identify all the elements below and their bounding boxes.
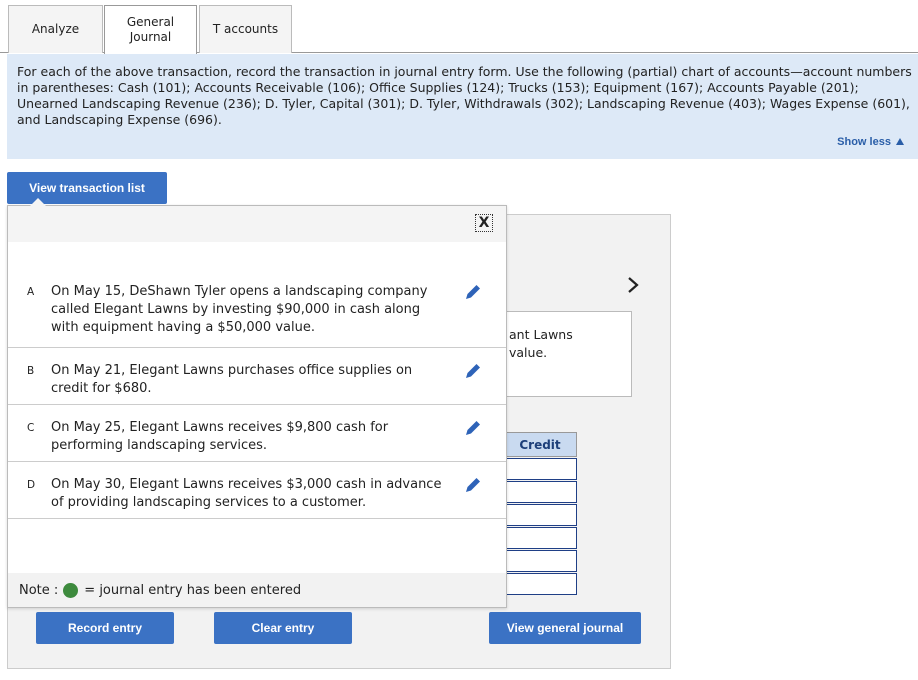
transaction-item-d[interactable] xyxy=(8,462,506,519)
view-general-journal-label: View general journal xyxy=(506,621,624,635)
tab-general-journal[interactable] xyxy=(104,5,197,54)
tab-analyze-label: Analyze xyxy=(31,22,80,36)
transaction-text: On May 21, Elegant Lawns purchases office supplies on credit for $680. xyxy=(51,363,413,396)
triangle-up-icon xyxy=(896,138,904,145)
note-label: Note : xyxy=(19,582,59,598)
transaction-letter: A xyxy=(27,286,35,298)
note-text: = journal entry has been entered xyxy=(84,582,302,598)
tab-analyze[interactable] xyxy=(8,5,103,53)
transaction-description-box xyxy=(498,311,632,397)
show-less-link[interactable] xyxy=(837,134,904,150)
tab-general-journal-label xyxy=(127,15,174,45)
tab-t-accounts[interactable] xyxy=(199,5,292,53)
record-entry-button[interactable] xyxy=(36,612,174,644)
transaction-text: On May 30, Elegant Lawns receives $3,000 cash in advance of providing landscaping services to a customer. xyxy=(51,477,442,510)
transaction-description-line1: ant Lawns xyxy=(509,327,573,342)
tab-general-journal-line2: Journal xyxy=(129,30,172,44)
tab-bar xyxy=(0,0,918,54)
transaction-description-line2: value. xyxy=(509,345,548,360)
tab-general-journal-line1: General xyxy=(126,15,175,29)
instructions-text: For each of the above transaction, record the transaction in journal entry form. Use the following (partial) chart of accounts—account numbers in parentheses: Cash (101); Accounts Receivable (106); Office Supplies (124); Trucks (153); Equipment (167); Accounts Payable (201); Unearned Landscaping Revenue (236); D. Tyler, Capital (301); D. Tyler, Withdrawals (302); Landscaping Revenue (403); Wages Expense (601), and Landscaping Expense (696). xyxy=(17,64,912,127)
credit-column-header: Credit xyxy=(503,432,577,457)
pencil-icon[interactable] xyxy=(463,475,483,495)
view-transaction-list-label: View transaction list xyxy=(29,181,145,195)
transaction-letter: C xyxy=(27,422,35,434)
transaction-item-b[interactable] xyxy=(8,348,506,405)
transaction-text: On May 15, DeShawn Tyler opens a landscaping company called Elegant Lawns by investing $90,000 in cash along with equipment having a $50,000 value. xyxy=(51,284,428,335)
tab-t-accounts-label: T accounts xyxy=(212,22,279,36)
credit-input[interactable] xyxy=(503,527,577,549)
credit-input[interactable] xyxy=(503,504,577,526)
pencil-icon[interactable] xyxy=(463,361,483,381)
instructions-panel xyxy=(7,54,918,159)
transaction-text: On May 25, Elegant Lawns receives $9,800 cash for performing landscaping services. xyxy=(51,420,389,453)
record-entry-label: Record entry xyxy=(67,621,143,635)
transaction-list-popup xyxy=(7,205,507,608)
transaction-letter: B xyxy=(27,365,35,377)
popup-header xyxy=(8,206,506,242)
transaction-divider xyxy=(8,518,506,519)
clear-entry-button[interactable] xyxy=(214,612,352,644)
credit-input[interactable] xyxy=(503,573,577,595)
transaction-item-a[interactable] xyxy=(8,266,506,348)
clear-entry-label: Clear entry xyxy=(251,621,315,635)
pencil-icon[interactable] xyxy=(463,418,483,438)
transaction-item-c[interactable] xyxy=(8,405,506,462)
show-less-label: Show less xyxy=(837,136,891,148)
transaction-letter: D xyxy=(27,479,36,491)
pencil-icon[interactable] xyxy=(463,282,483,302)
credit-input[interactable] xyxy=(503,550,577,572)
entered-status-dot-icon xyxy=(63,583,78,598)
legend-note xyxy=(8,573,506,607)
credit-input[interactable] xyxy=(503,458,577,480)
chevron-right-icon[interactable] xyxy=(626,276,640,294)
view-general-journal-button[interactable] xyxy=(489,612,641,644)
close-icon[interactable]: X xyxy=(475,214,493,232)
popup-pointer xyxy=(30,198,46,206)
credit-input[interactable] xyxy=(503,481,577,503)
